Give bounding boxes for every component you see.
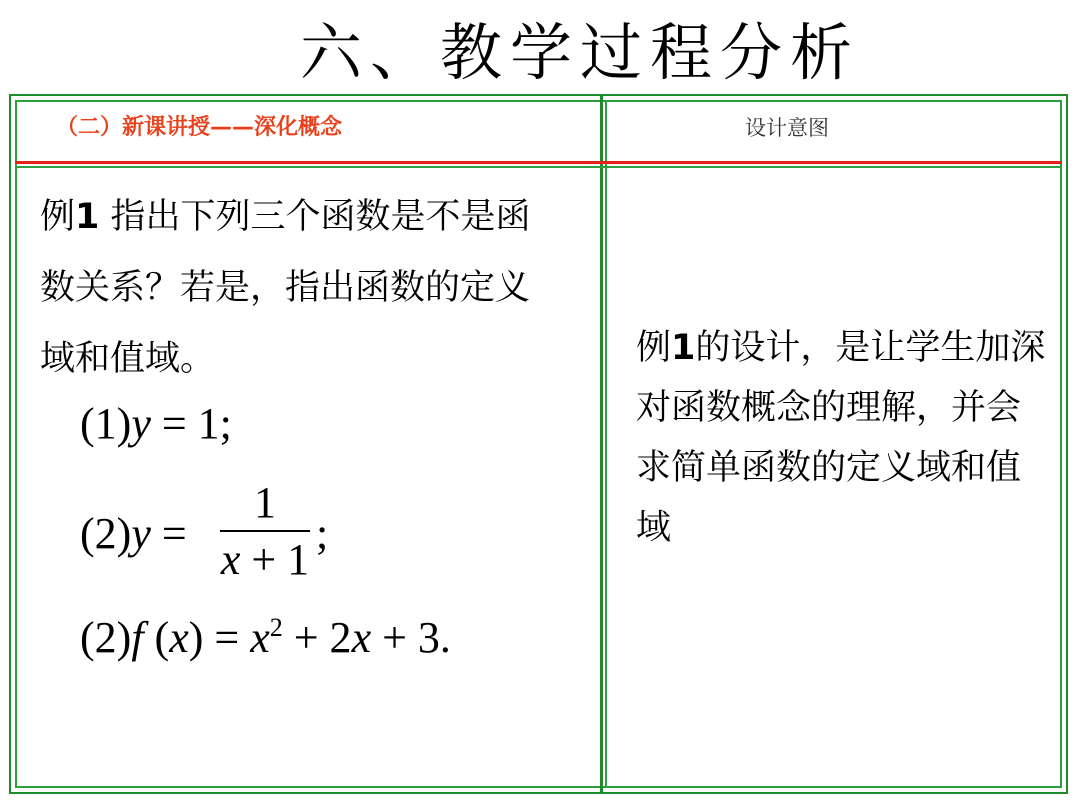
formula-1-rhs: = 1; xyxy=(150,399,232,448)
header-divider-green xyxy=(15,166,1062,168)
design-number: 1 xyxy=(671,328,696,368)
formula-1 xyxy=(80,398,232,449)
formula-1-var: y xyxy=(131,399,151,448)
formula-3-label: (2) xyxy=(80,613,132,662)
header-section-title: （二）新课讲授——深化概念 xyxy=(56,115,343,140)
denominator-rest: + 1 xyxy=(240,535,310,584)
fraction-numerator: 1 xyxy=(254,478,276,527)
example-number: 1 xyxy=(75,197,100,237)
fraction-denominator xyxy=(220,534,310,586)
header-divider-red xyxy=(15,161,1062,164)
formula-3-close: ) = xyxy=(188,613,251,662)
formula-3-arg: x xyxy=(169,613,189,662)
formula-2-var: y xyxy=(131,509,151,558)
example-question xyxy=(40,182,560,395)
column-divider xyxy=(600,96,603,792)
design-intent-text xyxy=(636,318,1046,558)
formula-2-label: (2) xyxy=(80,509,132,558)
formula-3-plus: + 2 xyxy=(282,613,352,662)
example-body: 指出下列三个函数是不是函数关系？若是，指出函数的定义域和值域。 xyxy=(40,197,531,379)
formula-3-open: ( xyxy=(143,613,170,662)
formula-3 xyxy=(80,612,451,663)
formula-3-x1: x xyxy=(250,613,270,662)
formula-2-fraction xyxy=(220,478,310,586)
formula-3-tail: + 3. xyxy=(371,613,451,662)
formula-1-label: (1) xyxy=(80,399,132,448)
formula-3-x2: x xyxy=(351,613,372,662)
formula-2-end: ; xyxy=(316,509,329,558)
design-body: 的设计，是让学生加深对函数概念的理解，并会求简单函数的定义域和值域 xyxy=(636,328,1046,548)
column-divider-inner xyxy=(605,102,607,786)
slide-title: 六、教学过程分析 xyxy=(299,16,860,89)
design-label: 例 xyxy=(636,328,672,368)
formula-3-exponent: 2 xyxy=(269,613,283,642)
fraction-bar xyxy=(220,530,310,532)
denominator-var: x xyxy=(220,535,241,584)
formula-3-f: f xyxy=(131,613,144,662)
header-design-intent: 设计意图 xyxy=(745,116,829,140)
formula-2 xyxy=(80,508,187,559)
formula-2-eq: = xyxy=(150,509,187,558)
example-label: 例 xyxy=(40,197,76,237)
